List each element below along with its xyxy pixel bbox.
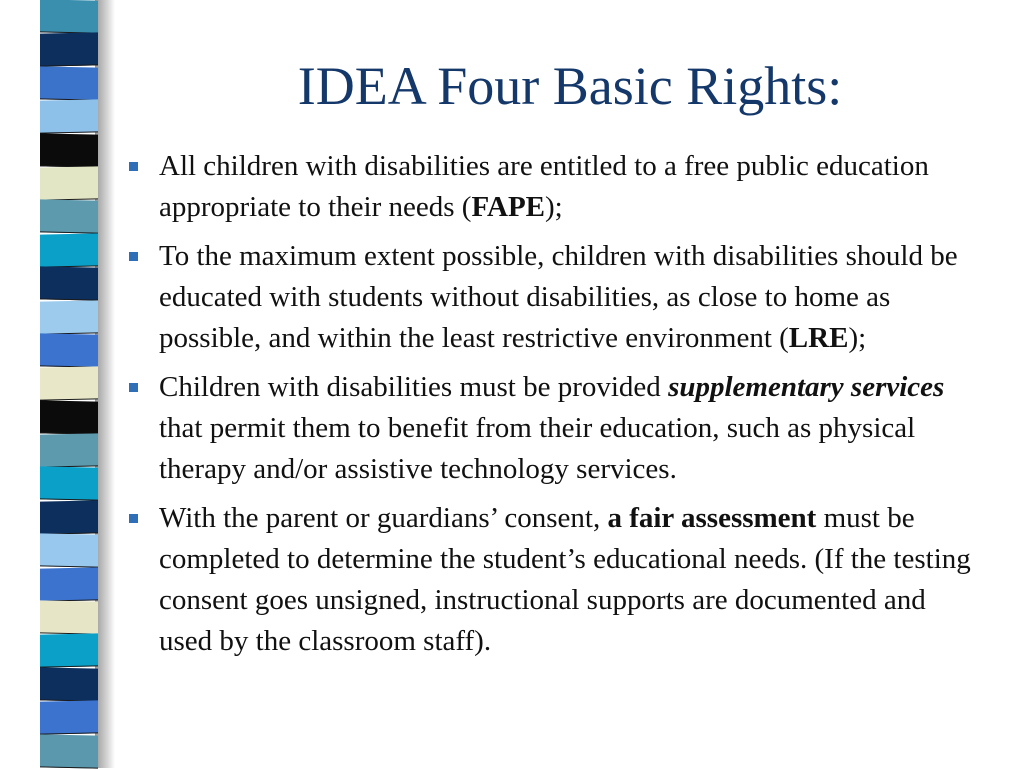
- stripe-band: [40, 400, 98, 435]
- bullet-text: [159, 367, 972, 490]
- bullet-text-part: that permit them to benefit from their education, such as physical therapy and/or assistive technology services.: [159, 412, 916, 485]
- stripe-band: [40, 734, 98, 769]
- bullet-item-fair-assessment: [122, 498, 972, 662]
- stripe-band: [40, 433, 98, 468]
- stripe-band: [40, 667, 98, 702]
- stripe-band: [40, 233, 98, 268]
- stripe-band: [40, 500, 98, 535]
- square-bullet-icon: [129, 383, 138, 392]
- bullet-text-part: All children with disabilities are entitled to a free public education appropriate to their needs (: [159, 150, 929, 223]
- bullet-emphasis-fair-assessment: a fair assessment: [607, 502, 817, 534]
- bullet-item-lre: [122, 236, 972, 359]
- stripe-shadow: [95, 0, 115, 768]
- bullet-text-part: );: [545, 191, 563, 223]
- stripe-band: [40, 66, 98, 101]
- stripe-column: [40, 0, 98, 768]
- stripe-band: [40, 33, 98, 68]
- stripe-band: [40, 467, 98, 502]
- decorative-stripe-strip: [0, 0, 118, 768]
- stripe-band: [40, 166, 98, 201]
- bullet-text-part: With the parent or guardians’ consent,: [159, 502, 608, 534]
- bullet-text-part: must be completed to determine the student’s educational needs. (If the testing consent goes unsigned, instructional supports are documented and used by the classroom staff).: [159, 502, 971, 657]
- bullet-emphasis-lre: LRE: [788, 322, 849, 354]
- bullet-item-supplementary-services: [122, 367, 972, 490]
- stripe-band: [40, 367, 98, 402]
- stripe-band: [40, 200, 98, 235]
- stripe-band: [40, 133, 98, 168]
- stripe-band: [40, 534, 98, 569]
- square-bullet-icon: [129, 252, 138, 261]
- square-bullet-icon: [129, 514, 138, 523]
- bullet-emphasis-supplementary-services: supplementary services: [668, 371, 945, 403]
- stripe-band: [40, 267, 98, 302]
- stripe-band: [40, 100, 98, 135]
- bullet-list: [122, 146, 972, 670]
- bullet-text: [159, 236, 972, 359]
- bullet-text: [159, 146, 972, 228]
- stripe-band: [40, 600, 98, 635]
- stripe-band: [40, 567, 98, 602]
- stripe-band: [40, 333, 98, 368]
- stripe-band: [40, 701, 98, 736]
- bullet-text-part: Children with disabilities must be provided: [159, 371, 669, 403]
- stripe-band: [40, 634, 98, 669]
- square-bullet-icon: [129, 162, 138, 171]
- slide-title: IDEA Four Basic Rights:: [297, 56, 843, 116]
- bullet-text-part: To the maximum extent possible, children with disabilities should be educated with students without disabilities, as close to home as possible, and within the least restrictive environment (: [159, 240, 958, 354]
- bullet-emphasis-fape: FAPE: [471, 191, 545, 223]
- stripe-band: [40, 300, 98, 335]
- bullet-text-part: );: [848, 322, 867, 354]
- stripe-band: [40, 0, 98, 34]
- bullet-text: [159, 498, 972, 662]
- bullet-item-fape: [122, 146, 972, 228]
